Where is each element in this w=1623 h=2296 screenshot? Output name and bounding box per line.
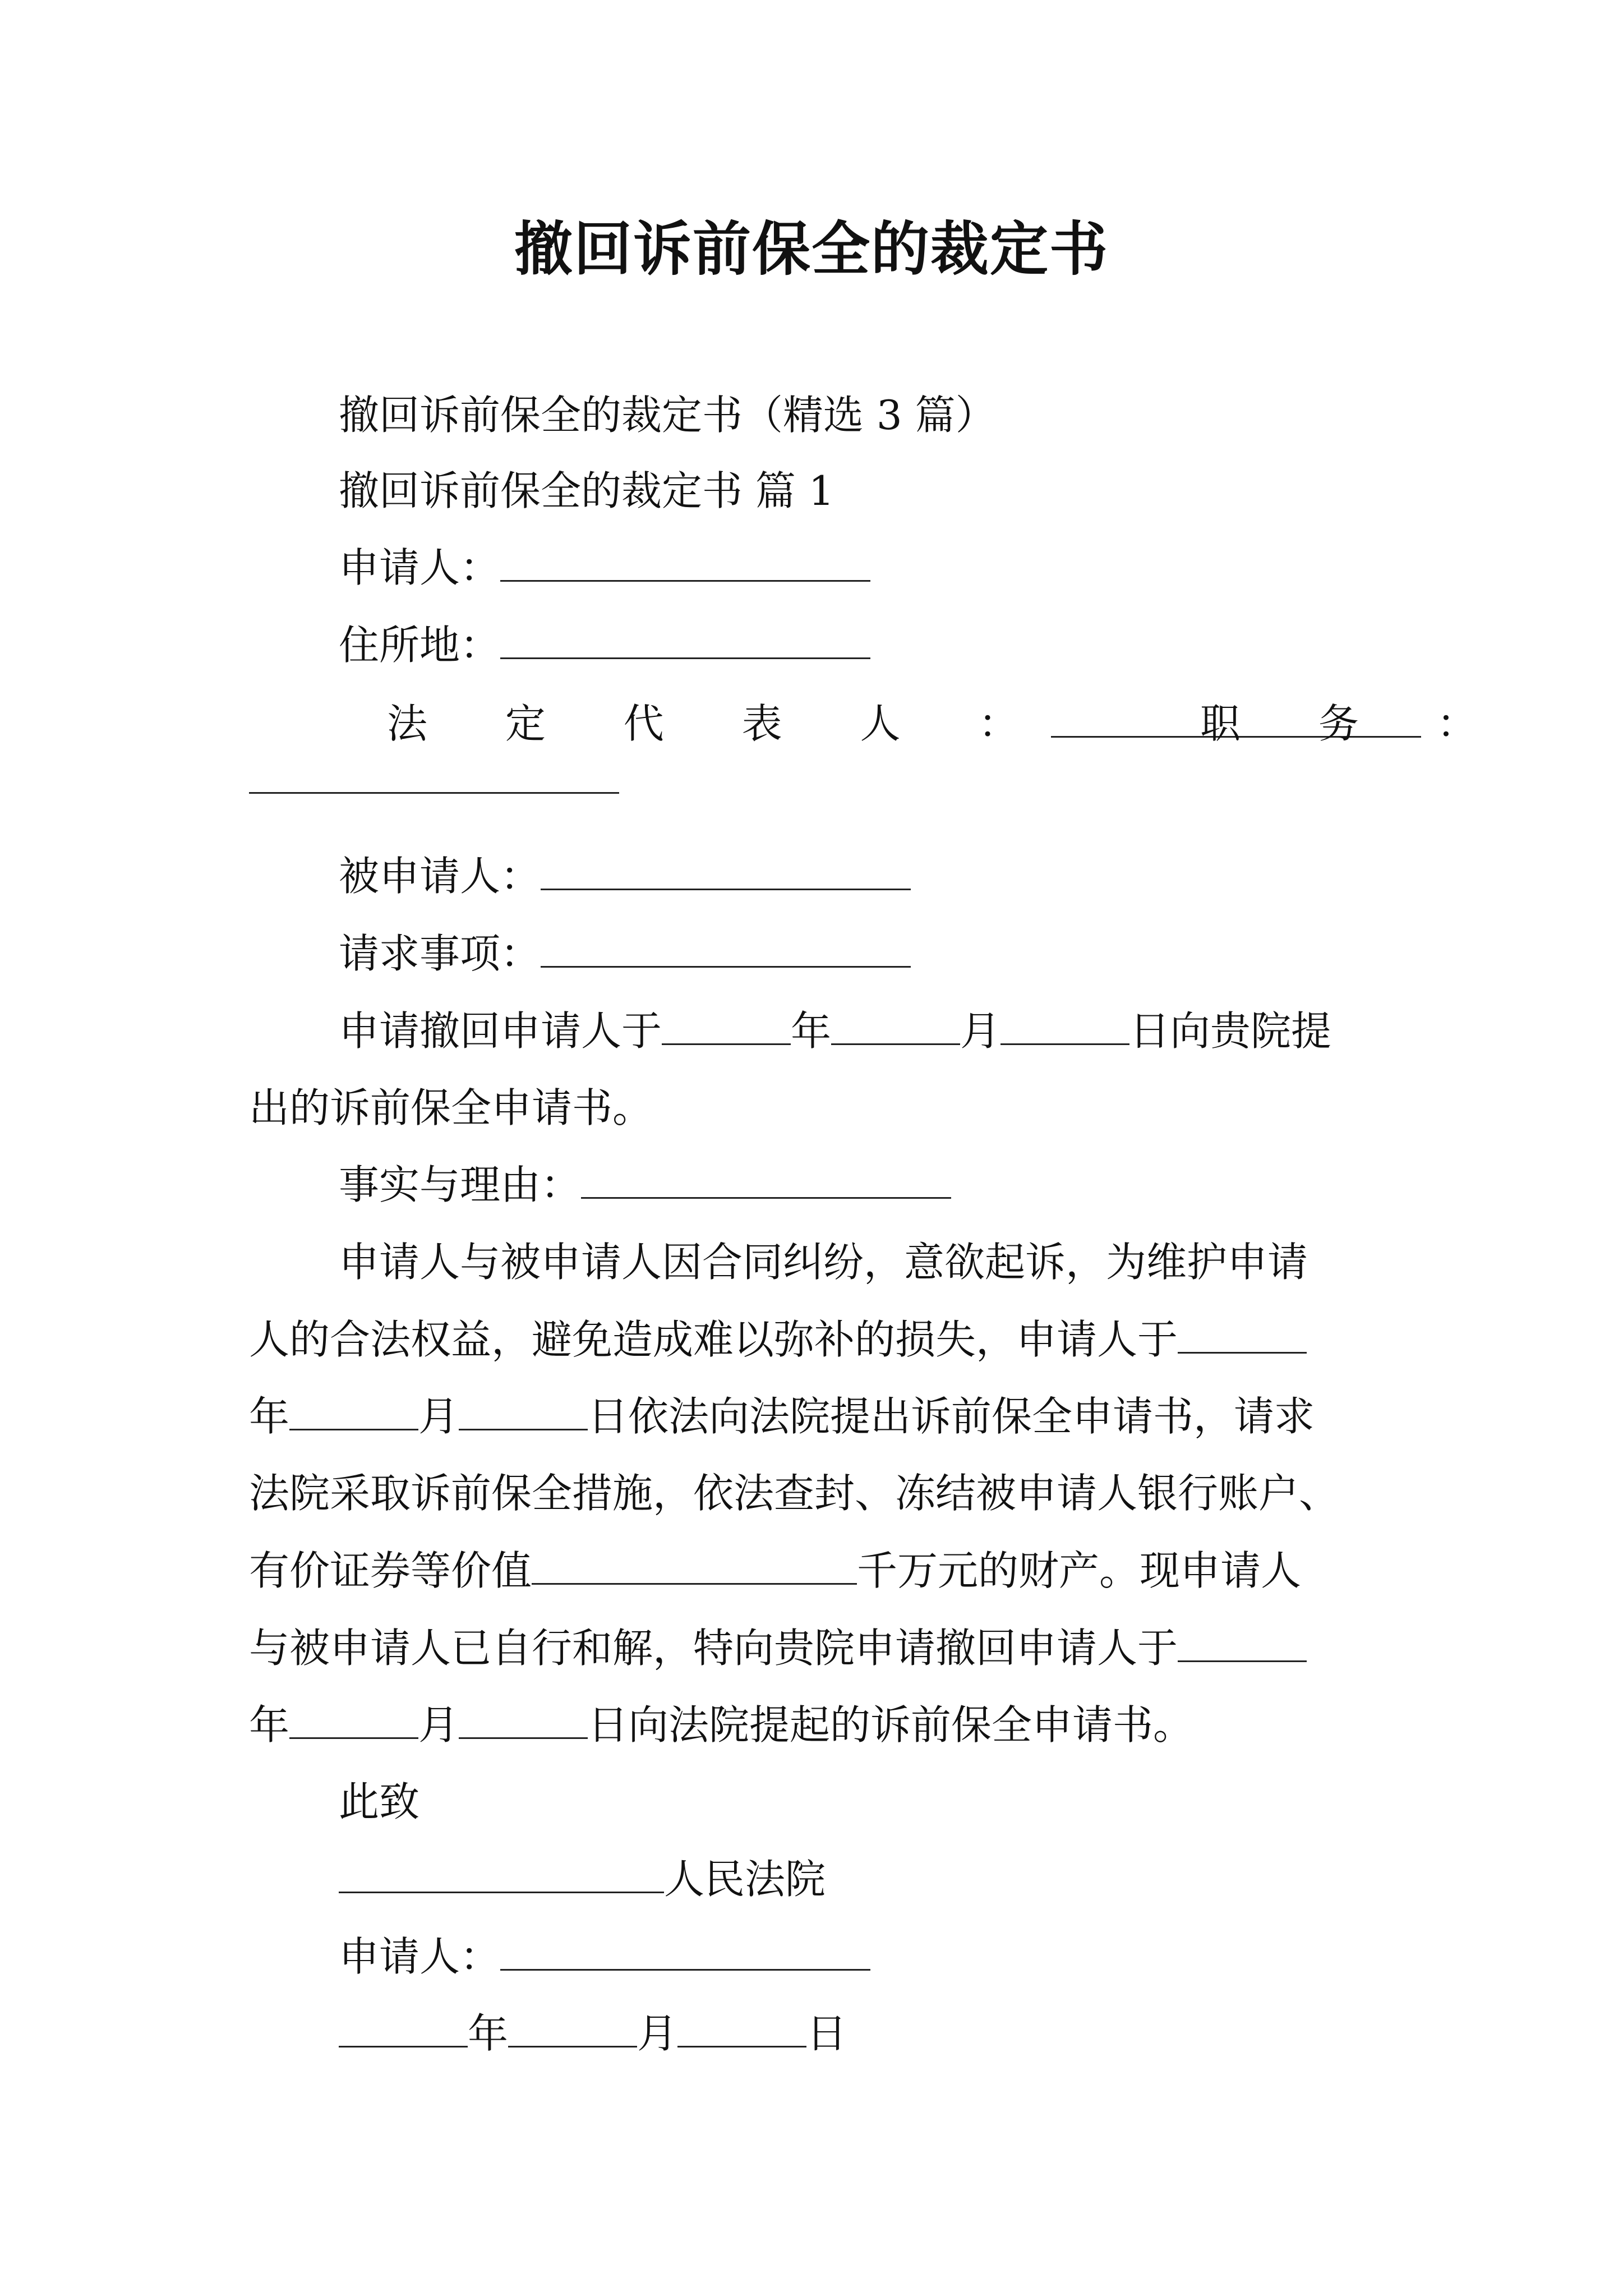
intro-line: 撤回诉前保全的裁定书（精选 3 篇） bbox=[339, 392, 996, 439]
value-blank bbox=[532, 1548, 857, 1585]
facts-month-label-2: 月 bbox=[418, 1701, 459, 1749]
facts-paragraph-line-7 bbox=[249, 1697, 1193, 1753]
facts-year-label-1: 年 bbox=[249, 1393, 290, 1440]
facts-month-label-1: 月 bbox=[418, 1393, 459, 1440]
facts-text-7: 日向法院提起的诉前保全申请书。 bbox=[588, 1701, 1194, 1749]
facts-text-5b: 千万元的财产。现申请人 bbox=[857, 1547, 1302, 1594]
facts-paragraph-line-2 bbox=[249, 1312, 1307, 1368]
day-blank bbox=[1000, 1009, 1129, 1045]
facts-paragraph-line-4: 法院采取诉前保全措施，依法查封、冻结被申请人银行账户、 bbox=[249, 1470, 1340, 1517]
address-label: 住所地： bbox=[339, 622, 501, 669]
address-blank bbox=[500, 623, 870, 659]
facts-month-blank-2 bbox=[289, 1703, 418, 1739]
year-label: 年 bbox=[791, 1007, 832, 1055]
facts-paragraph-line-5 bbox=[249, 1543, 1301, 1599]
request-blank bbox=[541, 931, 911, 968]
sign-applicant-label: 申请人： bbox=[339, 1933, 501, 1980]
month-blank bbox=[831, 1009, 960, 1045]
legal-rep-label: 法 定 代 表 人 ： bbox=[387, 700, 1052, 747]
date-day-label: 日 bbox=[806, 2010, 847, 2057]
court-blank bbox=[339, 1857, 664, 1893]
address-line bbox=[339, 617, 870, 673]
request-text-2: 日向贵院提 bbox=[1129, 1007, 1332, 1055]
sign-applicant-line bbox=[339, 1929, 870, 1985]
facts-paragraph-line-1: 申请人与被申请人因合同纠纷，意欲起诉，为维护申请 bbox=[339, 1239, 1308, 1286]
facts-line bbox=[339, 1157, 951, 1213]
document-title: 撤回诉前保全的裁定书 bbox=[514, 214, 1109, 283]
facts-paragraph-line-3 bbox=[249, 1388, 1315, 1444]
salutation: 此致 bbox=[339, 1778, 420, 1825]
court-suffix: 人民法院 bbox=[664, 1856, 826, 1903]
facts-blank bbox=[581, 1162, 951, 1199]
year-blank bbox=[662, 1009, 791, 1045]
position-label: 职 务 ： bbox=[1200, 700, 1510, 747]
facts-day-blank-2 bbox=[459, 1703, 588, 1739]
date-day-blank bbox=[677, 2011, 806, 2047]
position-blank bbox=[249, 757, 619, 794]
court-line bbox=[339, 1851, 826, 1907]
date-year-blank bbox=[339, 2011, 468, 2047]
request-line bbox=[339, 926, 911, 982]
request-text-line-1 bbox=[339, 1003, 1331, 1059]
sign-applicant-blank bbox=[500, 1934, 870, 1971]
facts-text-2: 人的合法权益，避免造成难以弥补的损失，申请人于 bbox=[249, 1316, 1178, 1363]
request-text-1: 申请撤回申请人于 bbox=[339, 1007, 662, 1055]
date-year-label: 年 bbox=[468, 2010, 509, 2057]
facts-year-blank-2 bbox=[1178, 1626, 1307, 1662]
date-month-blank bbox=[508, 2011, 637, 2047]
facts-paragraph-line-6 bbox=[249, 1620, 1307, 1676]
request-text-line-2: 出的诉前保全申请书。 bbox=[249, 1084, 653, 1131]
date-month-label: 月 bbox=[637, 2010, 678, 2057]
article-heading: 撤回诉前保全的裁定书 篇 1 bbox=[339, 467, 834, 514]
facts-text-3: 日依法向法院提出诉前保全申请书，请求 bbox=[588, 1393, 1315, 1440]
facts-day-blank-1 bbox=[459, 1394, 588, 1430]
applicant-line bbox=[339, 540, 870, 596]
position-line bbox=[1200, 696, 1510, 752]
facts-label: 事实与理由： bbox=[339, 1161, 582, 1208]
facts-month-blank-1 bbox=[289, 1394, 418, 1430]
facts-text-6: 与被申请人已自行和解，特向贵院申请撤回申请人于 bbox=[249, 1625, 1178, 1672]
facts-year-label-2: 年 bbox=[249, 1701, 290, 1749]
facts-text-5a: 有价证券等价值 bbox=[249, 1547, 532, 1594]
position-blank-line bbox=[249, 752, 619, 808]
applicant-label: 申请人： bbox=[339, 544, 501, 591]
facts-year-blank-1 bbox=[1178, 1317, 1307, 1354]
month-label: 月 bbox=[960, 1007, 1001, 1055]
respondent-label: 被申请人： bbox=[339, 853, 541, 900]
respondent-line bbox=[339, 848, 911, 904]
date-line bbox=[339, 2005, 847, 2062]
respondent-blank bbox=[541, 854, 911, 890]
applicant-blank bbox=[500, 545, 870, 582]
request-label: 请求事项： bbox=[339, 930, 541, 977]
